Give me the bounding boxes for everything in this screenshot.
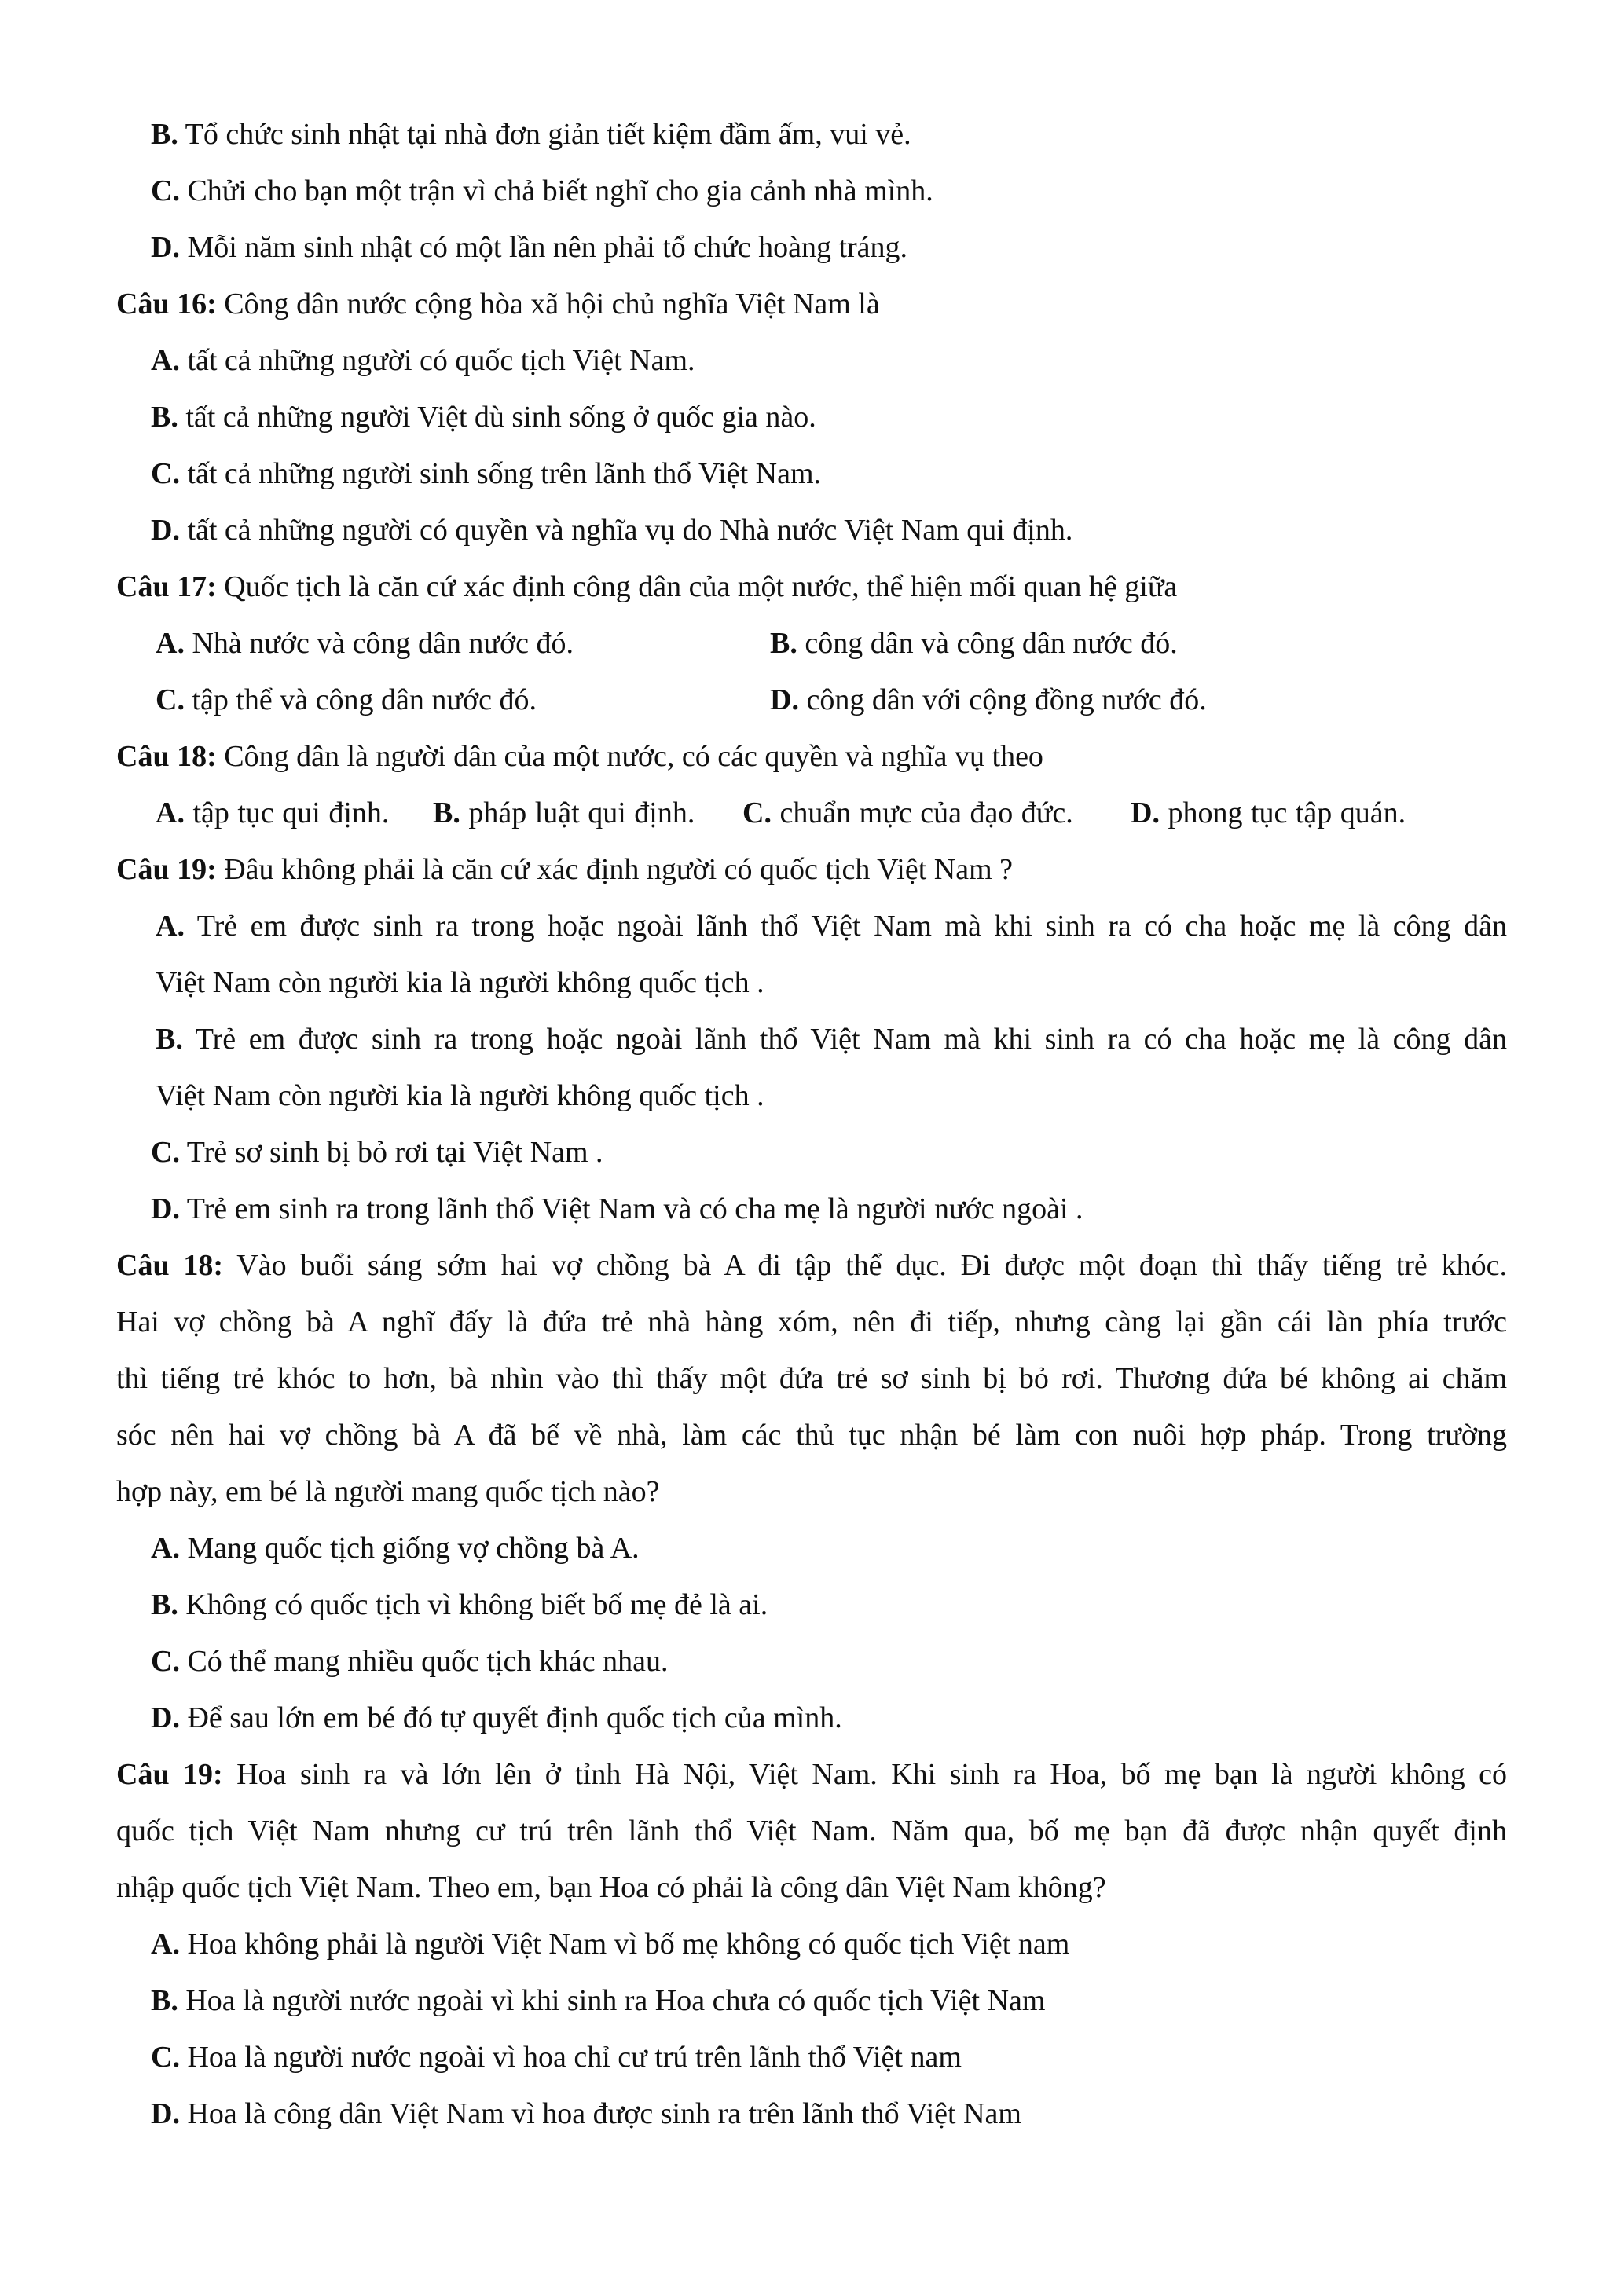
option-label: D. xyxy=(770,683,799,716)
q18b-option-a xyxy=(151,1533,1542,1563)
q15-option-d xyxy=(151,233,1542,262)
option-text: tập thể và công dân nước đó. xyxy=(184,683,537,716)
q19b-option-c xyxy=(151,2042,1542,2072)
question-text: thì tiếng trẻ khóc to hơn, bà nhìn vào thì thấy một đứa trẻ sơ sinh bị bỏ rơi. Thương đứa bé không ai chăm xyxy=(116,1362,1507,1395)
q16-option-b xyxy=(151,402,1542,432)
question-label: Câu 19: xyxy=(116,853,217,886)
option-label: A. xyxy=(151,344,180,377)
option-label: B. xyxy=(156,1023,183,1056)
question-label: Câu 16: xyxy=(116,287,217,320)
q19b-stem-line2 xyxy=(116,1816,1507,1846)
question-text: sóc nên hai vợ chồng bà A đã bế về nhà, làm các thủ tục nhận bé làm con nuôi hợp pháp. Trong trường xyxy=(116,1419,1507,1452)
option-label: D. xyxy=(151,514,180,547)
option-text: công dân và công dân nước đó. xyxy=(797,627,1178,660)
option-label: A. xyxy=(151,1532,180,1565)
q19a-option-b-line2 xyxy=(156,1081,1546,1111)
question-text: Quốc tịch là căn cứ xác định công dân của một nước, thể hiện mối quan hệ giữa xyxy=(216,570,1178,603)
q18a-options-row xyxy=(156,798,1546,828)
option-label: B. xyxy=(151,118,178,151)
q18b-option-b xyxy=(151,1590,1542,1620)
option-text: công dân với cộng đồng nước đó. xyxy=(798,683,1207,716)
option-text: pháp luật qui định. xyxy=(460,796,695,829)
q16-option-a xyxy=(151,346,1542,375)
option-text: Hoa là công dân Việt Nam vì hoa được sinh ra trên lãnh thổ Việt Nam xyxy=(179,2097,1021,2130)
option-text: tất cả những người có quốc tịch Việt Nam. xyxy=(179,344,695,377)
question-text: Công dân nước cộng hòa xã hội chủ nghĩa Việt Nam là xyxy=(216,287,880,320)
option-text: Trẻ em được sinh ra trong hoặc ngoài lãnh thổ Việt Nam mà khi sinh ra có cha hoặc mẹ là công dân xyxy=(184,910,1507,943)
q17-stem xyxy=(116,572,1507,602)
q19b-stem-line1 xyxy=(116,1760,1507,1789)
option-label: C. xyxy=(151,457,180,490)
q18a-option-d xyxy=(1131,798,1406,828)
option-text: Chửi cho bạn một trận vì chả biết nghĩ cho gia cảnh nhà mình. xyxy=(179,174,933,207)
q19a-option-a-line2 xyxy=(156,968,1546,998)
q17-option-b xyxy=(770,628,1178,658)
q19b-option-a xyxy=(151,1929,1542,1959)
option-label: B. xyxy=(433,796,460,829)
option-text: Hoa không phải là người Việt Nam vì bố mẹ không có quốc tịch Việt nam xyxy=(179,1928,1070,1961)
question-label: Câu 18: xyxy=(116,1249,224,1282)
q16-stem xyxy=(116,289,1507,319)
question-label: Câu 19: xyxy=(116,1758,223,1791)
q17-option-d xyxy=(770,685,1207,715)
option-text: tất cả những người có quyền và nghĩa vụ do Nhà nước Việt Nam qui định. xyxy=(179,514,1073,547)
question-text: Hoa sinh ra và lớn lên ở tỉnh Hà Nội, Việt Nam. Khi sinh ra Hoa, bố mẹ bạn là người không có xyxy=(222,1758,1507,1791)
option-text: phong tục tập quán. xyxy=(1159,796,1406,829)
q18b-stem-line4 xyxy=(116,1420,1507,1450)
q18b-option-d xyxy=(151,1703,1542,1733)
question-text: Vào buổi sáng sớm hai vợ chồng bà A đi tập thể dục. Đi được một đoạn thì thấy tiếng trẻ khóc. xyxy=(223,1249,1507,1282)
q19a-option-d xyxy=(151,1194,1542,1224)
question-text: nhập quốc tịch Việt Nam. Theo em, bạn Hoa có phải là công dân Việt Nam không? xyxy=(116,1871,1106,1904)
option-text: Việt Nam còn người kia là người không quốc tịch . xyxy=(156,1079,764,1112)
q18b-stem-line1 xyxy=(116,1251,1507,1280)
question-label: Câu 17: xyxy=(116,570,217,603)
option-label: A. xyxy=(156,796,185,829)
question-text: Công dân là người dân của một nước, có các quyền và nghĩa vụ theo xyxy=(216,740,1043,773)
option-text: Việt Nam còn người kia là người không quốc tịch . xyxy=(156,966,764,999)
question-text: hợp này, em bé là người mang quốc tịch nào? xyxy=(116,1475,660,1508)
option-label: C. xyxy=(151,174,180,207)
question-text: quốc tịch Việt Nam nhưng cư trú trên lãnh thổ Việt Nam. Năm qua, bố mẹ bạn đã được nhận quyết định xyxy=(116,1814,1507,1847)
q19a-stem xyxy=(116,855,1507,884)
option-label: D. xyxy=(151,1192,180,1225)
option-text: Mang quốc tịch giống vợ chồng bà A. xyxy=(179,1532,640,1565)
option-label: B. xyxy=(151,401,178,434)
q19a-option-c xyxy=(151,1137,1542,1167)
q19b-option-b xyxy=(151,1986,1542,2016)
option-text: Trẻ sơ sinh bị bỏ rơi tại Việt Nam . xyxy=(179,1136,603,1169)
option-text: Có thể mang nhiều quốc tịch khác nhau. xyxy=(179,1645,669,1678)
option-label: B. xyxy=(151,1588,178,1621)
option-text: Tổ chức sinh nhật tại nhà đơn giản tiết kiệm đầm ấm, vui vẻ. xyxy=(178,118,911,151)
option-label: D. xyxy=(1131,796,1160,829)
option-label: C. xyxy=(151,1645,180,1678)
q17-row-2 xyxy=(156,685,1546,715)
q18a-option-c xyxy=(742,798,1073,828)
option-text: Hoa là người nước ngoài vì khi sinh ra Hoa chưa có quốc tịch Việt Nam xyxy=(178,1984,1046,2017)
option-label: B. xyxy=(151,1984,178,2017)
q19b-stem-line3 xyxy=(116,1873,1507,1902)
q17-option-a xyxy=(156,627,574,660)
option-text: Trẻ em sinh ra trong lãnh thổ Việt Nam và có cha mẹ là người nước ngoài . xyxy=(179,1192,1083,1225)
option-label: C. xyxy=(151,1136,180,1169)
q16-option-d xyxy=(151,515,1542,545)
q18a-option-b xyxy=(433,798,695,828)
option-text: tất cả những người Việt dù sinh sống ở quốc gia nào. xyxy=(178,401,816,434)
q18b-stem-line2 xyxy=(116,1307,1507,1337)
q18a-option-a xyxy=(156,796,389,829)
option-label: C. xyxy=(156,683,185,716)
option-text: Nhà nước và công dân nước đó. xyxy=(184,627,574,660)
option-text: Mỗi năm sinh nhật có một lần nên phải tổ chức hoàng tráng. xyxy=(179,231,908,264)
q15-option-b xyxy=(151,119,1542,149)
q16-option-c xyxy=(151,459,1542,489)
option-label: A. xyxy=(151,1928,180,1961)
question-text: Hai vợ chồng bà A nghĩ đấy là đứa trẻ nhà hàng xóm, nên đi tiếp, nhưng càng lại gần cái làn phía trước xyxy=(116,1305,1507,1338)
q18a-stem xyxy=(116,742,1507,771)
option-text: chuẩn mực của đạo đức. xyxy=(771,796,1073,829)
q19a-option-a-line1 xyxy=(156,911,1507,941)
option-label: A. xyxy=(156,627,185,660)
question-text: Đâu không phải là căn cứ xác định người có quốc tịch Việt Nam ? xyxy=(216,853,1014,886)
option-label: D. xyxy=(151,231,180,264)
option-label: D. xyxy=(151,2097,180,2130)
q18b-stem-line3 xyxy=(116,1364,1507,1393)
option-label: A. xyxy=(156,910,185,943)
option-text: Trẻ em được sinh ra trong hoặc ngoài lãnh thổ Việt Nam mà khi sinh ra có cha hoặc mẹ là công dân xyxy=(182,1023,1507,1056)
q17-row-1 xyxy=(156,628,1546,658)
option-label: C. xyxy=(742,796,772,829)
option-text: tập tục qui định. xyxy=(184,796,390,829)
question-label: Câu 18: xyxy=(116,740,217,773)
q18b-option-c xyxy=(151,1646,1542,1676)
option-text: Để sau lớn em bé đó tự quyết định quốc tịch của mình. xyxy=(179,1701,842,1734)
option-text: Hoa là người nước ngoài vì hoa chỉ cư trú trên lãnh thổ Việt nam xyxy=(179,2041,962,2074)
q19b-option-d xyxy=(151,2099,1542,2129)
option-label: B. xyxy=(770,627,797,660)
option-label: C. xyxy=(151,2041,180,2074)
q15-option-c xyxy=(151,176,1542,206)
q18b-stem-line5 xyxy=(116,1477,1507,1507)
option-text: tất cả những người sinh sống trên lãnh thổ Việt Nam. xyxy=(179,457,822,490)
option-label: D. xyxy=(151,1701,180,1734)
q19a-option-b-line1 xyxy=(156,1024,1507,1054)
q17-option-c xyxy=(156,683,537,716)
option-text: Không có quốc tịch vì không biết bố mẹ đẻ là ai. xyxy=(178,1588,768,1621)
